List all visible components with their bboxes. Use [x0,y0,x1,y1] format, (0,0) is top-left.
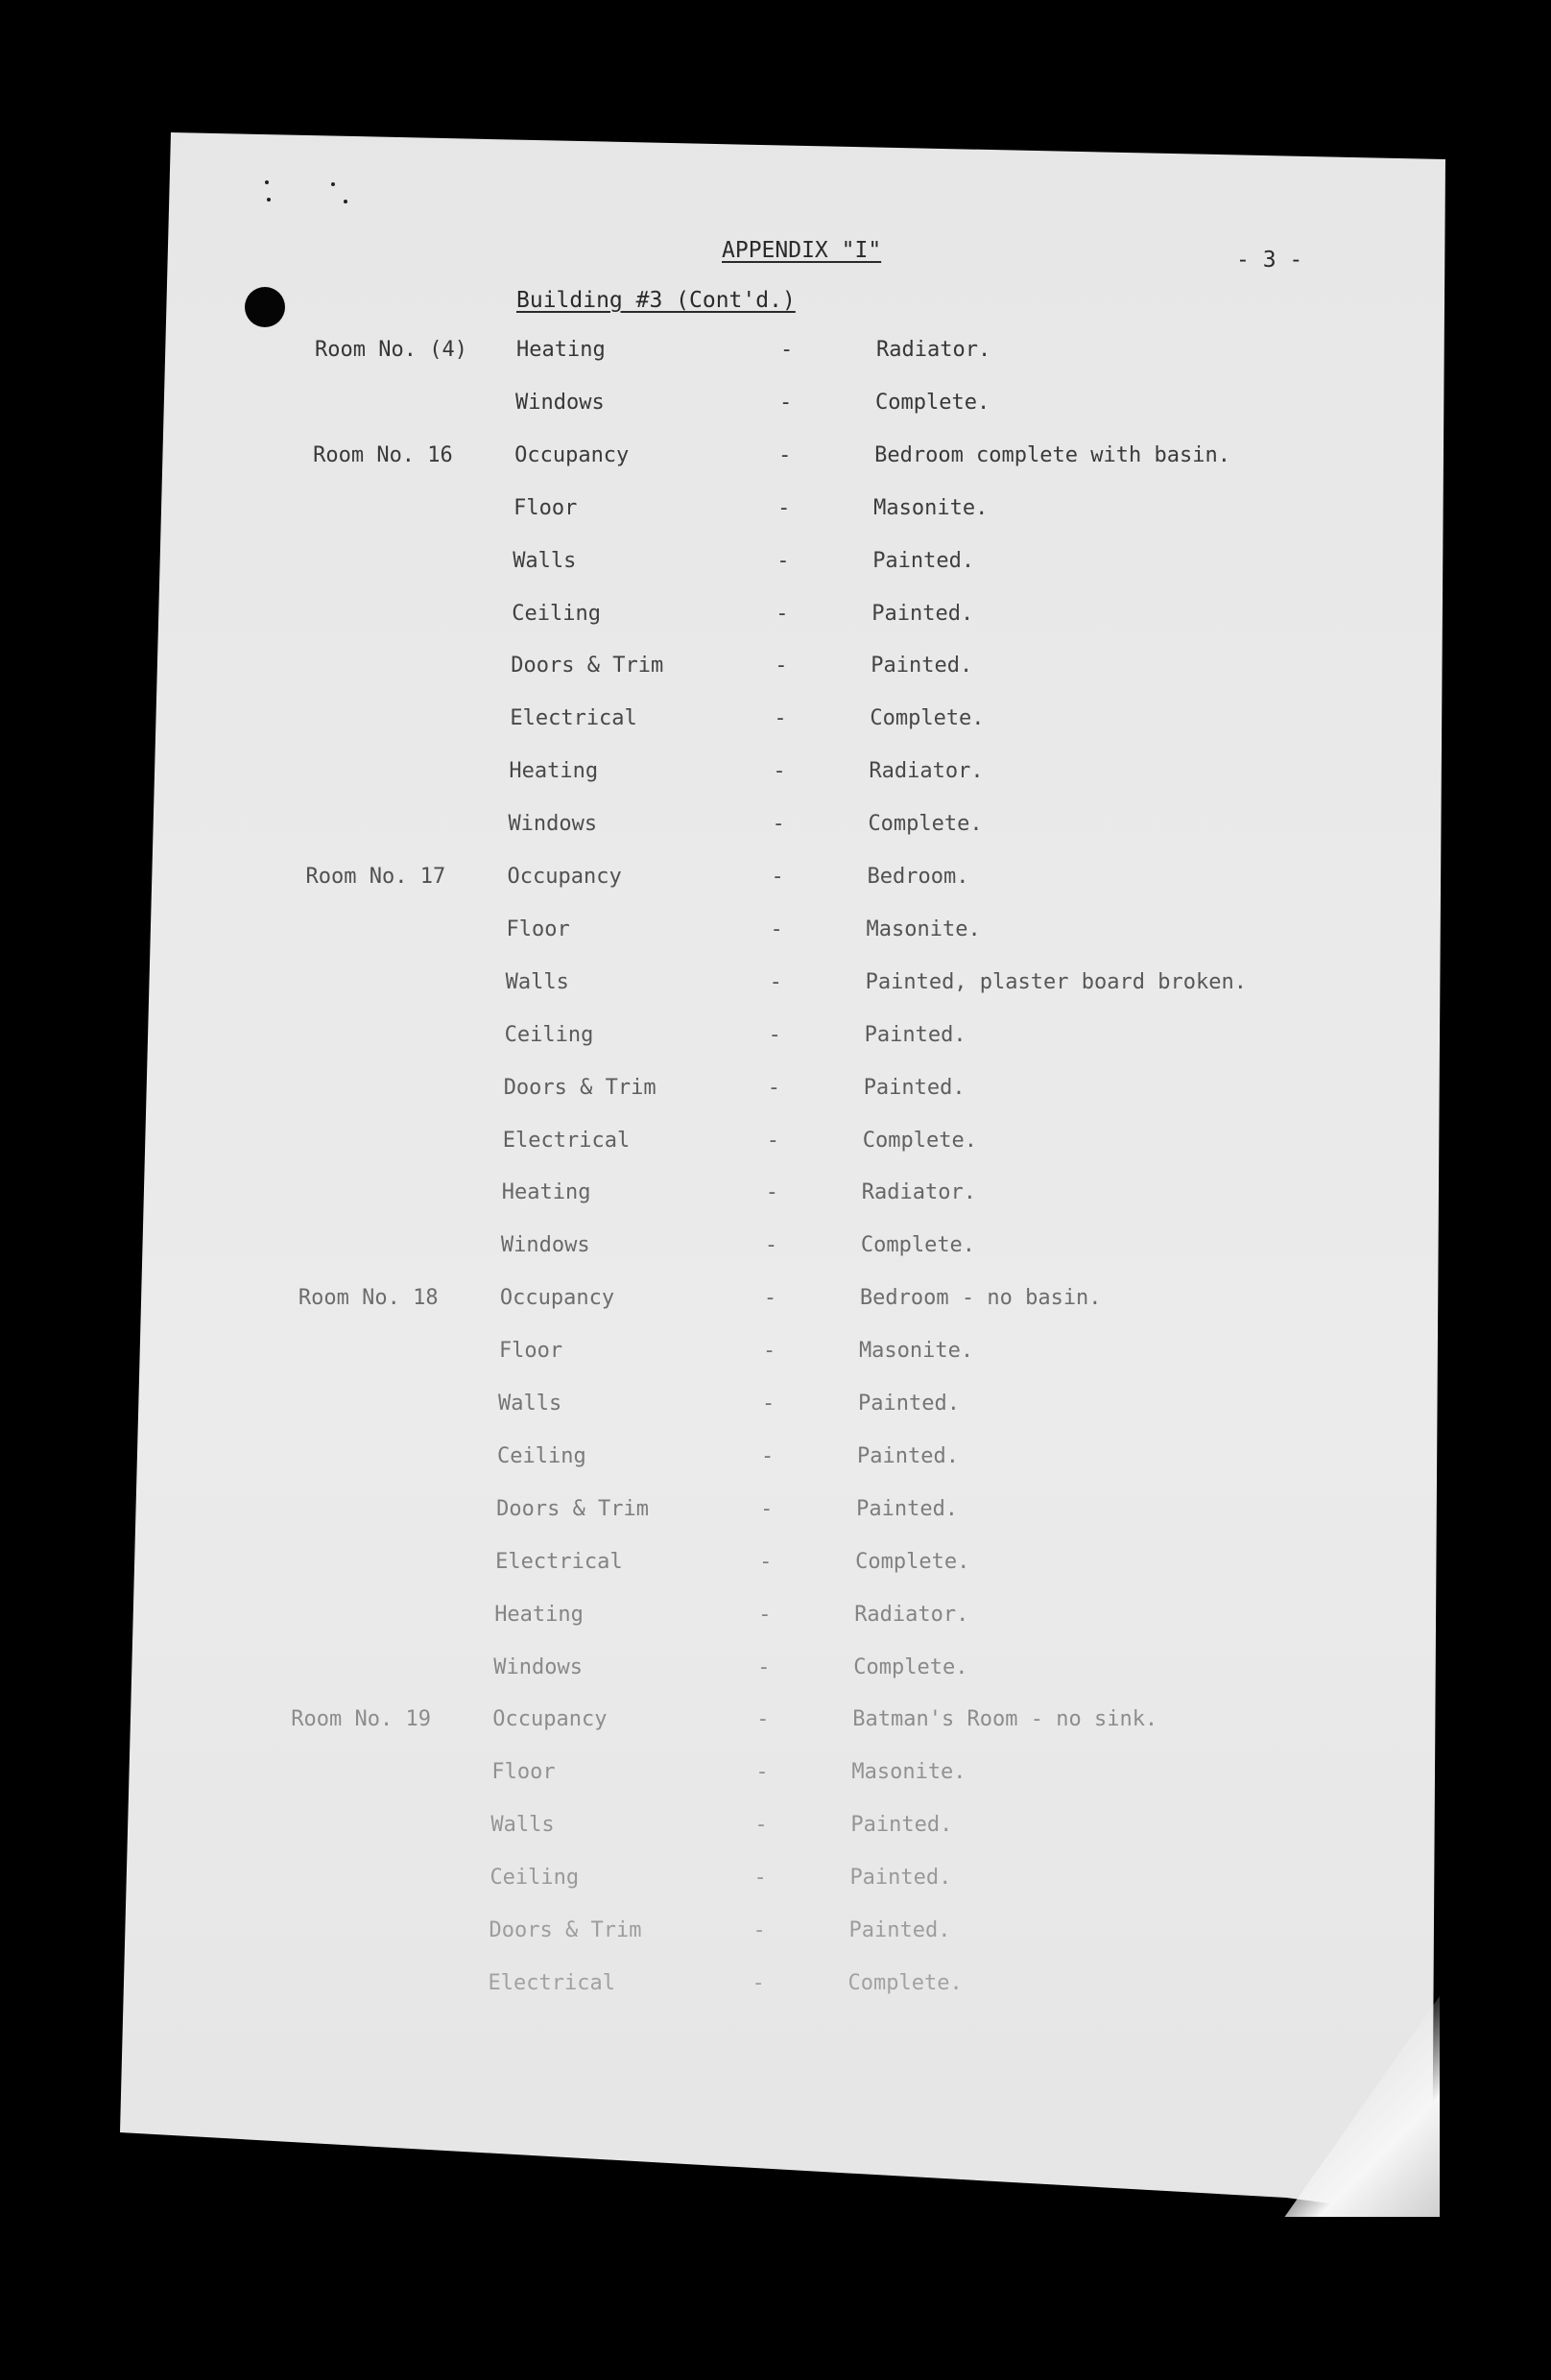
item-value: Painted. [850,1813,953,1838]
room-label: Room No. 17 [305,865,446,889]
item-label: Doors & Trim [511,654,664,678]
item-label: Walls [498,1392,562,1416]
item-value: Radiator. [869,759,984,784]
inspection-row [298,1339,1257,1371]
item-value: Painted. [849,1866,952,1891]
item-value: Radiator. [854,1602,969,1627]
item-value: Painted. [871,601,974,626]
item-value: Complete. [855,1549,970,1574]
item-value: Painted. [856,1496,959,1521]
item-value: Painted. [848,1918,951,1942]
inspection-row [315,338,1275,370]
inspection-row [306,865,1266,897]
item-label: Floor [513,495,578,520]
dash-separator: - [771,865,784,889]
dash-separator: - [764,1233,778,1258]
dash-separator: - [752,1970,765,1995]
dash-separator: - [759,1549,773,1574]
dash-separator: - [777,495,791,520]
item-value: Complete. [868,812,983,837]
item-value: Painted. [857,1443,960,1468]
inspection-row [305,917,1265,950]
inspection-row [306,812,1266,845]
dash-separator: - [753,1866,767,1891]
item-value: Complete. [862,1128,977,1153]
item-label: Windows [515,390,605,415]
item-value: Complete. [860,1233,976,1258]
inspection-row [298,1286,1258,1319]
item-value: Masonite. [873,495,989,520]
item-label: Occupancy [492,1707,608,1732]
dash-separator: - [776,601,789,626]
dash-separator: - [780,338,794,362]
dash-separator: - [754,1813,768,1838]
item-label: Windows [493,1654,583,1679]
inspection-row [291,1707,1251,1740]
inspection-row [313,443,1273,476]
item-label: Occupancy [499,1286,615,1311]
inspection-row [295,1497,1254,1530]
dash-separator: - [772,812,785,837]
item-value: Complete. [875,390,990,415]
item-label: Floor [498,1339,563,1364]
item-value: Painted. [858,1392,960,1416]
item-value: Radiator. [861,1180,977,1205]
item-label: Windows [508,812,598,837]
inspection-row [290,1760,1250,1793]
item-label: Heating [501,1180,591,1205]
room-label: Room No. (4) [315,338,467,362]
inspection-row [314,391,1274,423]
inspection-row [308,706,1268,739]
item-value: Masonite. [866,916,981,941]
item-value: Bedroom complete with basin. [874,442,1230,467]
item-label: Walls [513,548,577,573]
punch-hole [245,287,285,327]
room-label: Room No. 18 [298,1286,439,1311]
inspection-row [287,1971,1247,2004]
item-label: Ceiling [497,1443,586,1468]
item-label: Electrical [495,1549,623,1574]
dash-separator: - [779,390,793,415]
item-value: Complete. [870,706,985,731]
item-value: Batman's Room - no sink. [852,1707,1158,1732]
room-label: Room No. 19 [291,1707,431,1732]
item-value: Complete. [847,1970,963,1995]
item-label: Windows [500,1233,590,1258]
item-label: Electrical [488,1970,615,1995]
item-label: Ceiling [504,1022,594,1047]
speck [265,180,269,184]
dash-separator: - [768,1022,781,1047]
item-value: Bedroom. [867,865,969,889]
item-label: Electrical [510,706,637,731]
item-label: Heating [516,338,606,362]
item-label: Walls [490,1813,555,1838]
inspection-row [312,496,1272,529]
dash-separator: - [773,759,786,784]
item-label: Ceiling [512,601,601,626]
dash-separator: - [767,1075,780,1100]
dash-separator: - [765,1180,779,1205]
dash-separator: - [757,1654,771,1679]
inspection-row [293,1603,1253,1635]
inspection-row [311,549,1271,582]
dash-separator: - [766,1128,779,1153]
item-label: Floor [491,1760,556,1785]
dash-separator: - [775,654,788,678]
inspection-row [299,1233,1259,1266]
inspection-row [297,1392,1256,1424]
inspection-row [303,1023,1263,1056]
item-value: Complete. [853,1654,968,1679]
item-value: Bedroom - no basin. [859,1286,1102,1311]
item-label: Doors & Trim [496,1496,650,1521]
item-value: Painted. [872,548,975,573]
dash-separator: - [760,1496,774,1521]
dash-separator: - [758,1602,772,1627]
room-label: Room No. 16 [313,442,453,467]
inspection-row [292,1655,1252,1688]
item-label: Ceiling [489,1866,580,1891]
item-value: Painted. [864,1022,966,1047]
inspection-row [300,1180,1260,1213]
dash-separator: - [752,1918,766,1942]
dash-separator: - [756,1707,770,1732]
inspection-row [289,1813,1249,1845]
appendix-title: APPENDIX "I" [722,238,882,263]
inspection-row [307,759,1267,792]
speck [344,200,347,203]
dash-separator: - [762,1339,776,1364]
item-label: Doors & Trim [489,1918,642,1942]
inspection-row [294,1550,1253,1583]
item-value: Painted. [863,1075,966,1100]
item-label: Walls [505,969,569,994]
item-label: Doors & Trim [503,1075,656,1100]
dash-separator: - [762,1392,776,1416]
inspection-row [310,602,1270,634]
dash-separator: - [761,1443,775,1468]
inspection-row [288,1866,1248,1898]
item-label: Floor [506,916,570,941]
item-value: Masonite. [858,1339,974,1364]
page-number: - 3 - [1236,248,1303,273]
item-label: Occupancy [514,442,630,467]
item-value: Painted. [871,654,973,678]
item-label: Heating [494,1602,584,1627]
inspection-row [288,1918,1248,1951]
item-label: Heating [509,759,599,784]
dash-separator: - [770,916,783,941]
inspection-row [309,654,1269,686]
dash-separator: - [776,548,790,573]
item-label: Electrical [502,1128,631,1153]
dash-separator: - [755,1760,769,1785]
item-value: Radiator. [876,338,991,362]
inspection-row [301,1129,1261,1161]
building-title: Building #3 (Cont'd.) [516,288,796,313]
inspection-row [296,1444,1255,1477]
inspection-row [304,970,1264,1003]
dash-separator: - [763,1286,777,1311]
dash-separator: - [769,969,782,994]
item-value: Masonite. [851,1760,966,1785]
speck [267,198,271,202]
speck [331,182,335,186]
dash-separator: - [778,442,792,467]
inspection-row [302,1076,1262,1108]
dash-separator: - [774,706,787,731]
item-value: Painted, plaster board broken. [865,969,1247,994]
item-label: Occupancy [507,865,622,889]
